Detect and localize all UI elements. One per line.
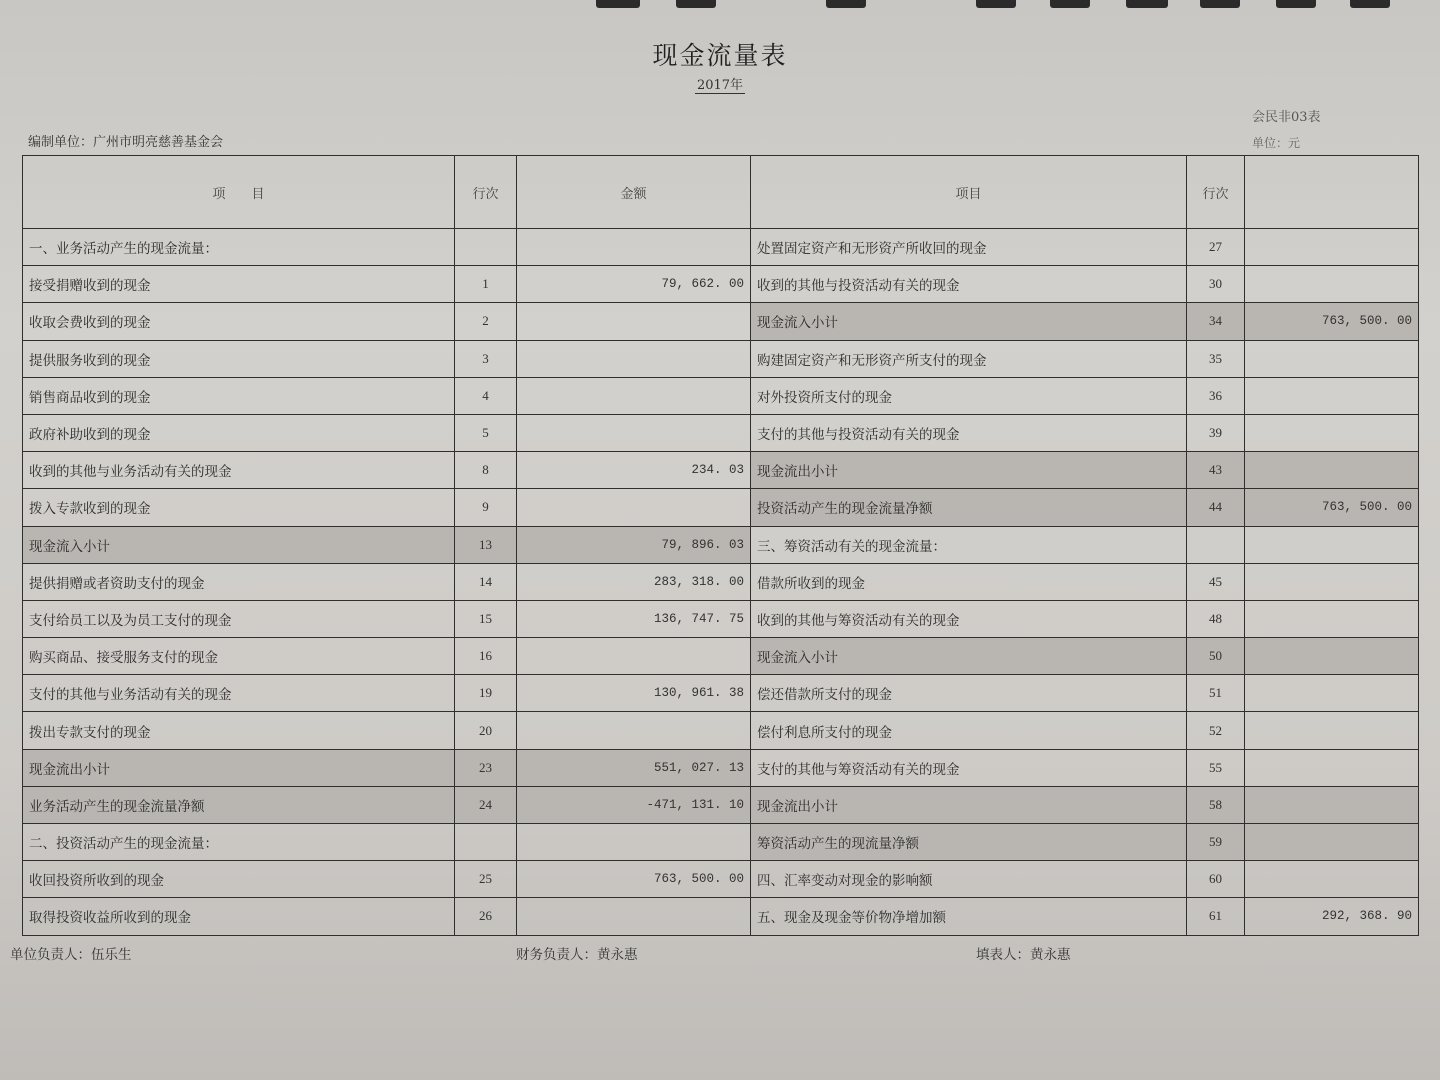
right-item-label: 现金流出小计 — [751, 452, 1187, 489]
right-line-number: 39 — [1187, 414, 1245, 451]
right-item-label: 偿还借款所支付的现金 — [751, 675, 1187, 712]
right-amount: 292, 368. 90 — [1245, 898, 1419, 935]
right-amount — [1245, 600, 1419, 637]
right-item-label: 处置固定资产和无形资产所收回的现金 — [751, 229, 1187, 266]
col-header-line-right: 行次 — [1187, 156, 1245, 229]
left-amount — [517, 377, 751, 414]
right-item-label: 收到的其他与投资活动有关的现金 — [751, 266, 1187, 303]
left-amount: 283, 318. 00 — [517, 563, 751, 600]
cash-flow-table — [22, 155, 1419, 936]
left-amount: 79, 662. 00 — [517, 266, 751, 303]
right-item-label: 现金流出小计 — [751, 786, 1187, 823]
left-line-number — [455, 824, 517, 861]
right-item-label: 支付的其他与筹资活动有关的现金 — [751, 749, 1187, 786]
right-amount: 763, 500. 00 — [1245, 303, 1419, 340]
right-amount — [1245, 824, 1419, 861]
right-line-number: 44 — [1187, 489, 1245, 526]
col-header-amount: 金额 — [517, 156, 751, 229]
binding-mark — [976, 0, 1016, 8]
right-amount — [1245, 712, 1419, 749]
left-item-label: 政府补助收到的现金 — [23, 414, 455, 451]
left-item-label: 二、投资活动产生的现金流量： — [23, 824, 455, 861]
right-line-number: 61 — [1187, 898, 1245, 935]
right-amount: 763, 500. 00 — [1245, 489, 1419, 526]
right-amount — [1245, 229, 1419, 266]
table-row — [23, 600, 1419, 637]
left-line-number: 23 — [455, 749, 517, 786]
left-line-number: 1 — [455, 266, 517, 303]
binding-mark — [1276, 0, 1316, 8]
right-amount — [1245, 452, 1419, 489]
left-item-label: 销售商品收到的现金 — [23, 377, 455, 414]
left-line-number: 4 — [455, 377, 517, 414]
left-amount: 136, 747. 75 — [517, 600, 751, 637]
left-item-label: 支付给员工以及为员工支付的现金 — [23, 600, 455, 637]
table-row — [23, 229, 1419, 266]
right-amount — [1245, 414, 1419, 451]
right-amount — [1245, 340, 1419, 377]
right-item-label: 购建固定资产和无形资产所支付的现金 — [751, 340, 1187, 377]
right-item-label: 对外投资所支付的现金 — [751, 377, 1187, 414]
left-line-number: 13 — [455, 526, 517, 563]
left-item-label: 收回投资所收到的现金 — [23, 861, 455, 898]
right-line-number: 45 — [1187, 563, 1245, 600]
left-line-number: 16 — [455, 638, 517, 675]
right-item-label: 三、筹资活动有关的现金流量： — [751, 526, 1187, 563]
binding-mark — [826, 0, 866, 8]
binding-mark — [1200, 0, 1240, 8]
right-line-number: 36 — [1187, 377, 1245, 414]
right-line-number: 34 — [1187, 303, 1245, 340]
report-year: 2017年 — [696, 78, 744, 93]
left-amount — [517, 824, 751, 861]
left-amount — [517, 303, 751, 340]
table-row — [23, 266, 1419, 303]
col-header-amount-right — [1245, 156, 1419, 229]
left-amount — [517, 229, 751, 266]
left-line-number: 20 — [455, 712, 517, 749]
left-item-label: 接受捐赠收到的现金 — [23, 266, 455, 303]
left-item-label: 取得投资收益所收到的现金 — [23, 898, 455, 935]
binding-mark — [676, 0, 716, 8]
left-item-label: 收取会费收到的现金 — [23, 303, 455, 340]
left-line-number: 2 — [455, 303, 517, 340]
left-item-label: 购买商品、接受服务支付的现金 — [23, 638, 455, 675]
left-item-label: 现金流入小计 — [23, 526, 455, 563]
left-line-number: 15 — [455, 600, 517, 637]
table-row — [23, 824, 1419, 861]
right-line-number: 59 — [1187, 824, 1245, 861]
right-amount — [1245, 749, 1419, 786]
left-amount — [517, 638, 751, 675]
right-amount — [1245, 266, 1419, 303]
organization-name: 编制单位：广州市明亮慈善基金会 — [28, 135, 224, 150]
col-header-item-right: 项目 — [751, 156, 1187, 229]
left-item-label: 现金流出小计 — [23, 749, 455, 786]
left-item-label: 拨出专款支付的现金 — [23, 712, 455, 749]
col-header-item: 项 目 — [23, 156, 455, 229]
right-line-number: 35 — [1187, 340, 1245, 377]
right-item-label: 现金流入小计 — [751, 638, 1187, 675]
left-line-number: 14 — [455, 563, 517, 600]
binding-mark — [596, 0, 640, 8]
document-title: 现金流量表 — [652, 41, 788, 70]
left-amount: 79, 896. 03 — [517, 526, 751, 563]
table-row — [23, 414, 1419, 451]
binding-mark — [1050, 0, 1090, 8]
right-item-label: 投资活动产生的现金流量净额 — [751, 489, 1187, 526]
unit-head-signature: 单位负责人：伍乐生 — [10, 947, 132, 963]
col-header-line: 行次 — [455, 156, 517, 229]
form-number: 会民非03表 — [1252, 110, 1321, 125]
table-row — [23, 749, 1419, 786]
right-item-label: 支付的其他与投资活动有关的现金 — [751, 414, 1187, 451]
left-amount — [517, 414, 751, 451]
binding-mark — [1126, 0, 1168, 8]
right-item-label: 筹资活动产生的现流量净额 — [751, 824, 1187, 861]
table-row — [23, 861, 1419, 898]
right-line-number: 43 — [1187, 452, 1245, 489]
right-line-number: 50 — [1187, 638, 1245, 675]
left-line-number: 3 — [455, 340, 517, 377]
table-row — [23, 377, 1419, 414]
table-row — [23, 526, 1419, 563]
left-line-number: 9 — [455, 489, 517, 526]
left-amount: 130, 961. 38 — [517, 675, 751, 712]
right-item-label: 偿付利息所支付的现金 — [751, 712, 1187, 749]
left-item-label: 支付的其他与业务活动有关的现金 — [23, 675, 455, 712]
right-line-number — [1187, 526, 1245, 563]
left-line-number: 24 — [455, 786, 517, 823]
right-line-number: 52 — [1187, 712, 1245, 749]
right-amount — [1245, 526, 1419, 563]
table-row — [23, 303, 1419, 340]
table-row — [23, 786, 1419, 823]
right-line-number: 48 — [1187, 600, 1245, 637]
left-amount: -471, 131. 10 — [517, 786, 751, 823]
right-line-number: 58 — [1187, 786, 1245, 823]
binding-mark — [1350, 0, 1390, 8]
left-item-label: 一、业务活动产生的现金流量： — [23, 229, 455, 266]
left-line-number: 19 — [455, 675, 517, 712]
table-row — [23, 638, 1419, 675]
left-amount — [517, 489, 751, 526]
preparer-signature: 填表人：黄永惠 — [976, 947, 1071, 963]
left-line-number: 8 — [455, 452, 517, 489]
left-line-number: 5 — [455, 414, 517, 451]
right-amount — [1245, 786, 1419, 823]
left-amount: 551, 027. 13 — [517, 749, 751, 786]
left-amount — [517, 898, 751, 935]
right-line-number: 30 — [1187, 266, 1245, 303]
left-item-label: 提供捐赠或者资助支付的现金 — [23, 563, 455, 600]
right-item-label: 五、现金及现金等价物净增加额 — [751, 898, 1187, 935]
table-row — [23, 898, 1419, 935]
left-amount: 234. 03 — [517, 452, 751, 489]
left-amount — [517, 712, 751, 749]
table-row — [23, 563, 1419, 600]
right-amount — [1245, 675, 1419, 712]
table-row — [23, 489, 1419, 526]
right-line-number: 27 — [1187, 229, 1245, 266]
right-item-label: 现金流入小计 — [751, 303, 1187, 340]
right-line-number: 51 — [1187, 675, 1245, 712]
left-line-number — [455, 229, 517, 266]
left-item-label: 提供服务收到的现金 — [23, 340, 455, 377]
right-item-label: 四、汇率变动对现金的影响额 — [751, 861, 1187, 898]
left-line-number: 26 — [455, 898, 517, 935]
finance-head-signature: 财务负责人：黄永惠 — [516, 947, 638, 963]
right-line-number: 55 — [1187, 749, 1245, 786]
table-row — [23, 340, 1419, 377]
right-item-label: 收到的其他与筹资活动有关的现金 — [751, 600, 1187, 637]
right-item-label: 借款所收到的现金 — [751, 563, 1187, 600]
header-row — [23, 156, 1419, 229]
table-row — [23, 452, 1419, 489]
right-line-number: 60 — [1187, 861, 1245, 898]
left-amount — [517, 340, 751, 377]
currency-unit: 单位：元 — [1252, 136, 1301, 150]
table-row — [23, 675, 1419, 712]
left-item-label: 收到的其他与业务活动有关的现金 — [23, 452, 455, 489]
left-item-label: 业务活动产生的现金流量净额 — [23, 786, 455, 823]
left-line-number: 25 — [455, 861, 517, 898]
right-amount — [1245, 563, 1419, 600]
left-item-label: 拨入专款收到的现金 — [23, 489, 455, 526]
right-amount — [1245, 638, 1419, 675]
right-amount — [1245, 861, 1419, 898]
right-amount — [1245, 377, 1419, 414]
table-row — [23, 712, 1419, 749]
left-amount: 763, 500. 00 — [517, 861, 751, 898]
